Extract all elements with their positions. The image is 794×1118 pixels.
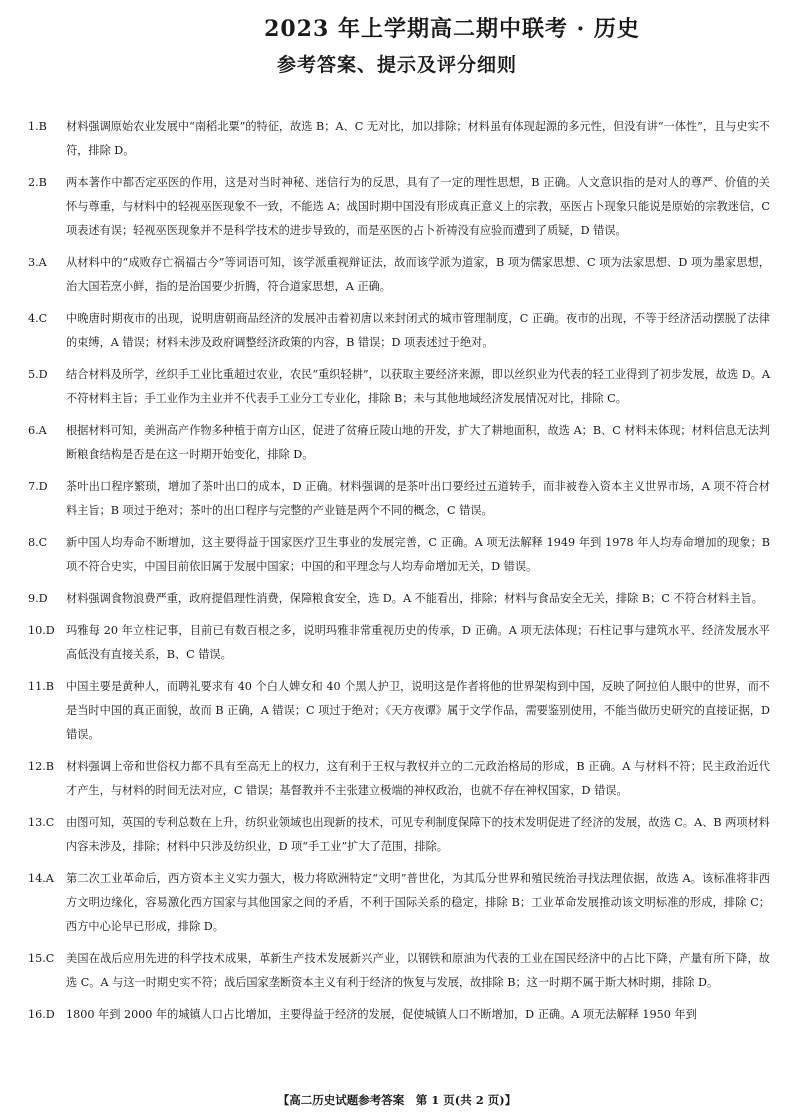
answer-number: 8.C [28, 536, 48, 549]
answer-number: 10.D [28, 624, 55, 637]
answer-explanation: 结合材料及所学，丝织手工业比重超过农业，农民“重织轻耕”，以获取主要经济来源，即以丝织业为代表的轻工业得到了初步发展，故选 D。A 不符材料主旨；手工业作为主业并不代表手工业分工专业化，排除 B；未与其他地域经济发展情况对比，排除 C。 [66, 368, 770, 405]
answer-explanation: 材料强调上帝和世俗权力都不具有至高无上的权力，这有利于王权与教权并立的二元政治格局的形成，B 正确。A 与材料不符；民主政治近代才产生，与材料的时间无法对应，C 错误；基督教并不主张建立极端的神权政治，也就不存在神权国家，D 错误。 [66, 760, 770, 797]
page-title: 2023 年上学期高二期中联考 · 历史 [264, 16, 640, 42]
answer-item-9 [28, 587, 770, 611]
answer-number: 14.A [28, 872, 54, 885]
answer-number: 16.D [28, 1008, 55, 1021]
answer-item-8 [28, 531, 770, 579]
answer-item-1 [28, 115, 770, 163]
answer-number: 7.D [28, 480, 48, 493]
answer-number: 3.A [28, 256, 47, 269]
answer-item-7 [28, 475, 770, 523]
answer-list [28, 115, 770, 1035]
answer-item-4 [28, 307, 770, 355]
answer-item-13 [28, 811, 770, 859]
answer-item-11 [28, 675, 770, 747]
answer-number: 11.B [28, 680, 55, 693]
answer-explanation: 玛雅每 20 年立柱记事，目前已有数百根之多，说明玛雅非常重视历史的传承，D 正确。A 项无法体现；石柱记事与建筑水平、经济发展水平高低没有直接关系，B、C 错误。 [66, 624, 770, 661]
answer-number: 6.A [28, 424, 47, 437]
answer-number: 1.B [28, 120, 47, 133]
answer-item-15 [28, 947, 770, 995]
answer-explanation: 两本著作中都否定巫医的作用，这是对当时神秘、迷信行为的反思，具有了一定的理性思想，B 正确。人文意识指的是对人的尊严、价值的关怀与尊重，与材料中的轻视巫医现象不一致，不能选 A；战国时期中国没有形成真正意义上的宗教，巫医占卜现象只能说是原始的宗教迷信，C 项表述有误；轻视巫医现象并不是科学技术的进步导致的，而是巫医的占卜祈祷没有应验而遭到了质疑，D 错误。 [66, 176, 770, 237]
answer-explanation: 新中国人均寿命不断增加，这主要得益于国家医疗卫生事业的发展完善，C 正确。A 项无法解释 1949 年到 1978 年人均寿命增加的现象；B 项不符合史实，中国目前依旧属于发展中国家；中国的和平理念与人均寿命增加无关，D 错误。 [66, 536, 770, 573]
page-footer: 【高二历史试题参考答案 第 1 页(共 2 页)】 [277, 1093, 517, 1107]
answer-item-10 [28, 619, 770, 667]
answer-item-16 [28, 1003, 770, 1027]
answer-explanation: 美国在战后应用先进的科学技术成果，革新生产技术发展新兴产业，以钢铁和原油为代表的工业在国民经济中的占比下降，产量有所下降，故选 C。A 与这一时期史实不符；战后国家垄断资本主义有利于经济的恢复与发展，故排除 B；这一时期不属于斯大林时期，排除 D。 [66, 952, 770, 989]
answer-explanation: 1800 年到 2000 年的城镇人口占比增加，主要得益于经济的发展，促使城镇人口不断增加，D 正确。A 项无法解释 1950 年到 [66, 1008, 697, 1021]
answer-explanation: 由图可知，英国的专利总数在上升，纺织业领域也出现新的技术，可见专利制度保障下的技术发明促进了经济的发展，故选 C。A、B 两项材料内容未涉及，排除；材料中只涉及纺织业，D 项“手工业”扩大了范围，排除。 [66, 816, 770, 853]
answer-number: 2.B [28, 176, 47, 189]
answer-number: 13.C [28, 816, 55, 829]
answer-explanation: 第二次工业革命后，西方资本主义实力强大，极力将欧洲特定“文明”普世化，为其瓜分世界和殖民统治寻找法理依据，故选 A。该标准将非西方文明边缘化，容易激化西方国家与其他国家之间的矛盾，不利于国际关系的稳定，排除 B；工业革命发展推动该文明标准的形成，排除 C；西方中心论早已形成，排除 D。 [66, 872, 770, 933]
answer-explanation: 根据材料可知，美洲高产作物多种植于南方山区，促进了贫瘠丘陵山地的开发，扩大了耕地面积，故选 A；B、C 材料未体现；材料信息无法判断粮食结构是否是在这一时期开始变化，排除 D。 [66, 424, 770, 461]
answer-number: 15.C [28, 952, 55, 965]
answer-explanation: 茶叶出口程序繁琐，增加了茶叶出口的成本，D 正确。材料强调的是茶叶出口要经过五道转手，而非被卷入资本主义世界市场，A 项不符合材料主旨；B 项过于绝对；茶叶的出口程序与完整的产业链是两个不同的概念，C 错误。 [66, 480, 770, 517]
answer-item-6 [28, 419, 770, 467]
answer-item-5 [28, 363, 770, 411]
answer-explanation: 材料强调原始农业发展中“南稻北粟”的特征，故选 B；A、C 无对比，加以排除；材料虽有体现起源的多元性，但没有讲“一体性”，且与史实不符，排除 D。 [66, 120, 770, 157]
answer-number: 5.D [28, 368, 48, 381]
answer-item-3 [28, 251, 770, 299]
answer-explanation: 中晚唐时期夜市的出现，说明唐朝商品经济的发展冲击着初唐以来封闭式的城市管理制度，C 正确。夜市的出现，不等于经济活动摆脱了法律的束缚，A 错误；材料未涉及政府调整经济政策的内容，B 错误；D 项表述过于绝对。 [66, 312, 770, 349]
answer-item-2 [28, 171, 770, 243]
answer-number: 9.D [28, 592, 48, 605]
answer-item-12 [28, 755, 770, 803]
page-subtitle: 参考答案、提示及评分细则 [276, 54, 517, 76]
answer-explanation: 材料强调食物浪费严重，政府提倡理性消费，保障粮食安全，选 D。A 不能看出，排除；材料与食品安全无关，排除 B；C 不符合材料主旨。 [66, 592, 763, 605]
answer-explanation: 中国主要是黄种人，而聘礼要求有 40 个白人婢女和 40 个黑人护卫，说明这是作者将他的世界架构到中国，反映了阿拉伯人眼中的世界，而不是当时中国的真正面貌，故而 B 正确，A 错误；C 项过于绝对；《天方夜谭》属于文学作品，需要鉴别使用，不能当做历史研究的直接证据，D 错误。 [66, 680, 770, 741]
answer-item-14 [28, 867, 770, 939]
answer-explanation: 从材料中的“成败存亡祸福古今”等词语可知，该学派重视辩证法，故而该学派为道家，B 项为儒家思想、C 项为法家思想、D 项为墨家思想，治大国若烹小鲜，指的是治国要少折腾，符合道家思想，A 正确。 [66, 256, 770, 293]
answer-number: 4.C [28, 312, 48, 325]
answer-number: 12.B [28, 760, 55, 773]
